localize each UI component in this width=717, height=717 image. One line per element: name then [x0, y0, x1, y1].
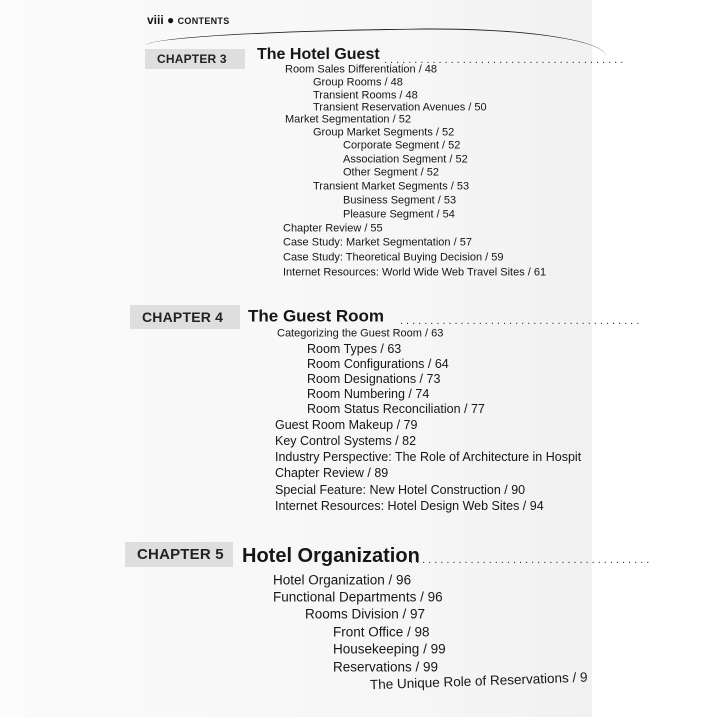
toc-entry[interactable]: The Unique Role of Reservations / 9 — [369, 669, 588, 693]
toc-entry[interactable]: Pleasure Segment / 54 — [343, 208, 455, 221]
chapter-5-label: CHAPTER 5 — [125, 542, 233, 567]
toc-entry[interactable]: Transient Reservation Avenues / 50 — [313, 101, 487, 114]
chapter-4-title[interactable]: The Guest Room — [248, 306, 385, 326]
toc-entry[interactable]: Guest Room Makeup / 79 — [275, 417, 418, 432]
chapter-3-label: CHAPTER 3 — [145, 49, 245, 69]
section-name: CONTENTS — [177, 16, 230, 26]
toc-entry[interactable]: Group Market Segments / 52 — [313, 126, 455, 139]
toc-entry[interactable]: Industry Perspective: The Role of Architecture in Hospit — [275, 449, 582, 464]
toc-entry[interactable]: Room Configurations / 64 — [307, 356, 449, 371]
toc-entry[interactable]: Internet Resources: World Wide Web Travel Sites / 61 — [283, 266, 547, 279]
bullet-icon: ● — [167, 13, 175, 27]
toc-entry[interactable]: Internet Resources: Hotel Design Web Sites / 94 — [275, 498, 544, 513]
toc-entry[interactable]: Reservations / 99 — [333, 659, 439, 675]
toc-entry[interactable]: Functional Departments / 96 — [273, 589, 443, 605]
toc-entry[interactable]: Association Segment / 52 — [343, 153, 468, 166]
toc-entry[interactable]: Rooms Division / 97 — [305, 606, 426, 622]
chapter-5-title[interactable]: Hotel Organization — [242, 545, 420, 567]
toc-entry[interactable]: Categorizing the Guest Room / 63 — [277, 327, 444, 340]
chapter-3-title[interactable]: The Hotel Guest — [257, 46, 380, 63]
toc-entry[interactable]: Room Status Reconciliation / 77 — [307, 401, 485, 416]
leader-dots: ........................................ — [384, 54, 627, 66]
toc-entry[interactable]: Transient Rooms / 48 — [313, 89, 418, 102]
toc-entry[interactable]: Case Study: Market Segmentation / 57 — [283, 236, 472, 249]
chapter-4-label: CHAPTER 4 — [130, 305, 240, 329]
toc-entry[interactable]: Hotel Organization / 96 — [273, 572, 412, 588]
toc-entry[interactable]: Corporate Segment / 52 — [343, 139, 461, 152]
toc-entry[interactable]: Room Types / 63 — [307, 341, 402, 356]
toc-entry[interactable]: Market Segmentation / 52 — [285, 113, 411, 126]
toc-entry[interactable]: Transient Market Segments / 53 — [313, 180, 470, 193]
toc-entry[interactable]: Case Study: Theoretical Buying Decision / 59 — [283, 251, 504, 264]
toc-entry[interactable]: Other Segment / 52 — [343, 166, 439, 179]
toc-entry[interactable]: Room Designations / 73 — [307, 371, 441, 386]
toc-entry[interactable]: Business Segment / 53 — [343, 194, 457, 207]
toc-entry[interactable]: Key Control Systems / 82 — [275, 433, 417, 448]
toc-entry[interactable]: Group Rooms / 48 — [313, 76, 403, 89]
toc-entry[interactable]: Front Office / 98 — [333, 624, 430, 640]
running-header — [147, 14, 230, 26]
leader-dots: ........................................ — [400, 315, 643, 327]
toc-entry[interactable]: Room Sales Differentiation / 48 — [285, 63, 438, 76]
toc-entry[interactable]: Room Numbering / 74 — [307, 386, 430, 401]
toc-entry[interactable]: Special Feature: New Hotel Construction / 90 — [275, 482, 526, 497]
toc-entry[interactable]: Chapter Review / 89 — [275, 465, 389, 480]
toc-entry[interactable]: Chapter Review / 55 — [283, 222, 383, 235]
page-number: viii — [147, 13, 164, 27]
leader-dots: ........................................ — [410, 554, 653, 566]
toc-entry[interactable]: Housekeeping / 99 — [333, 641, 446, 657]
